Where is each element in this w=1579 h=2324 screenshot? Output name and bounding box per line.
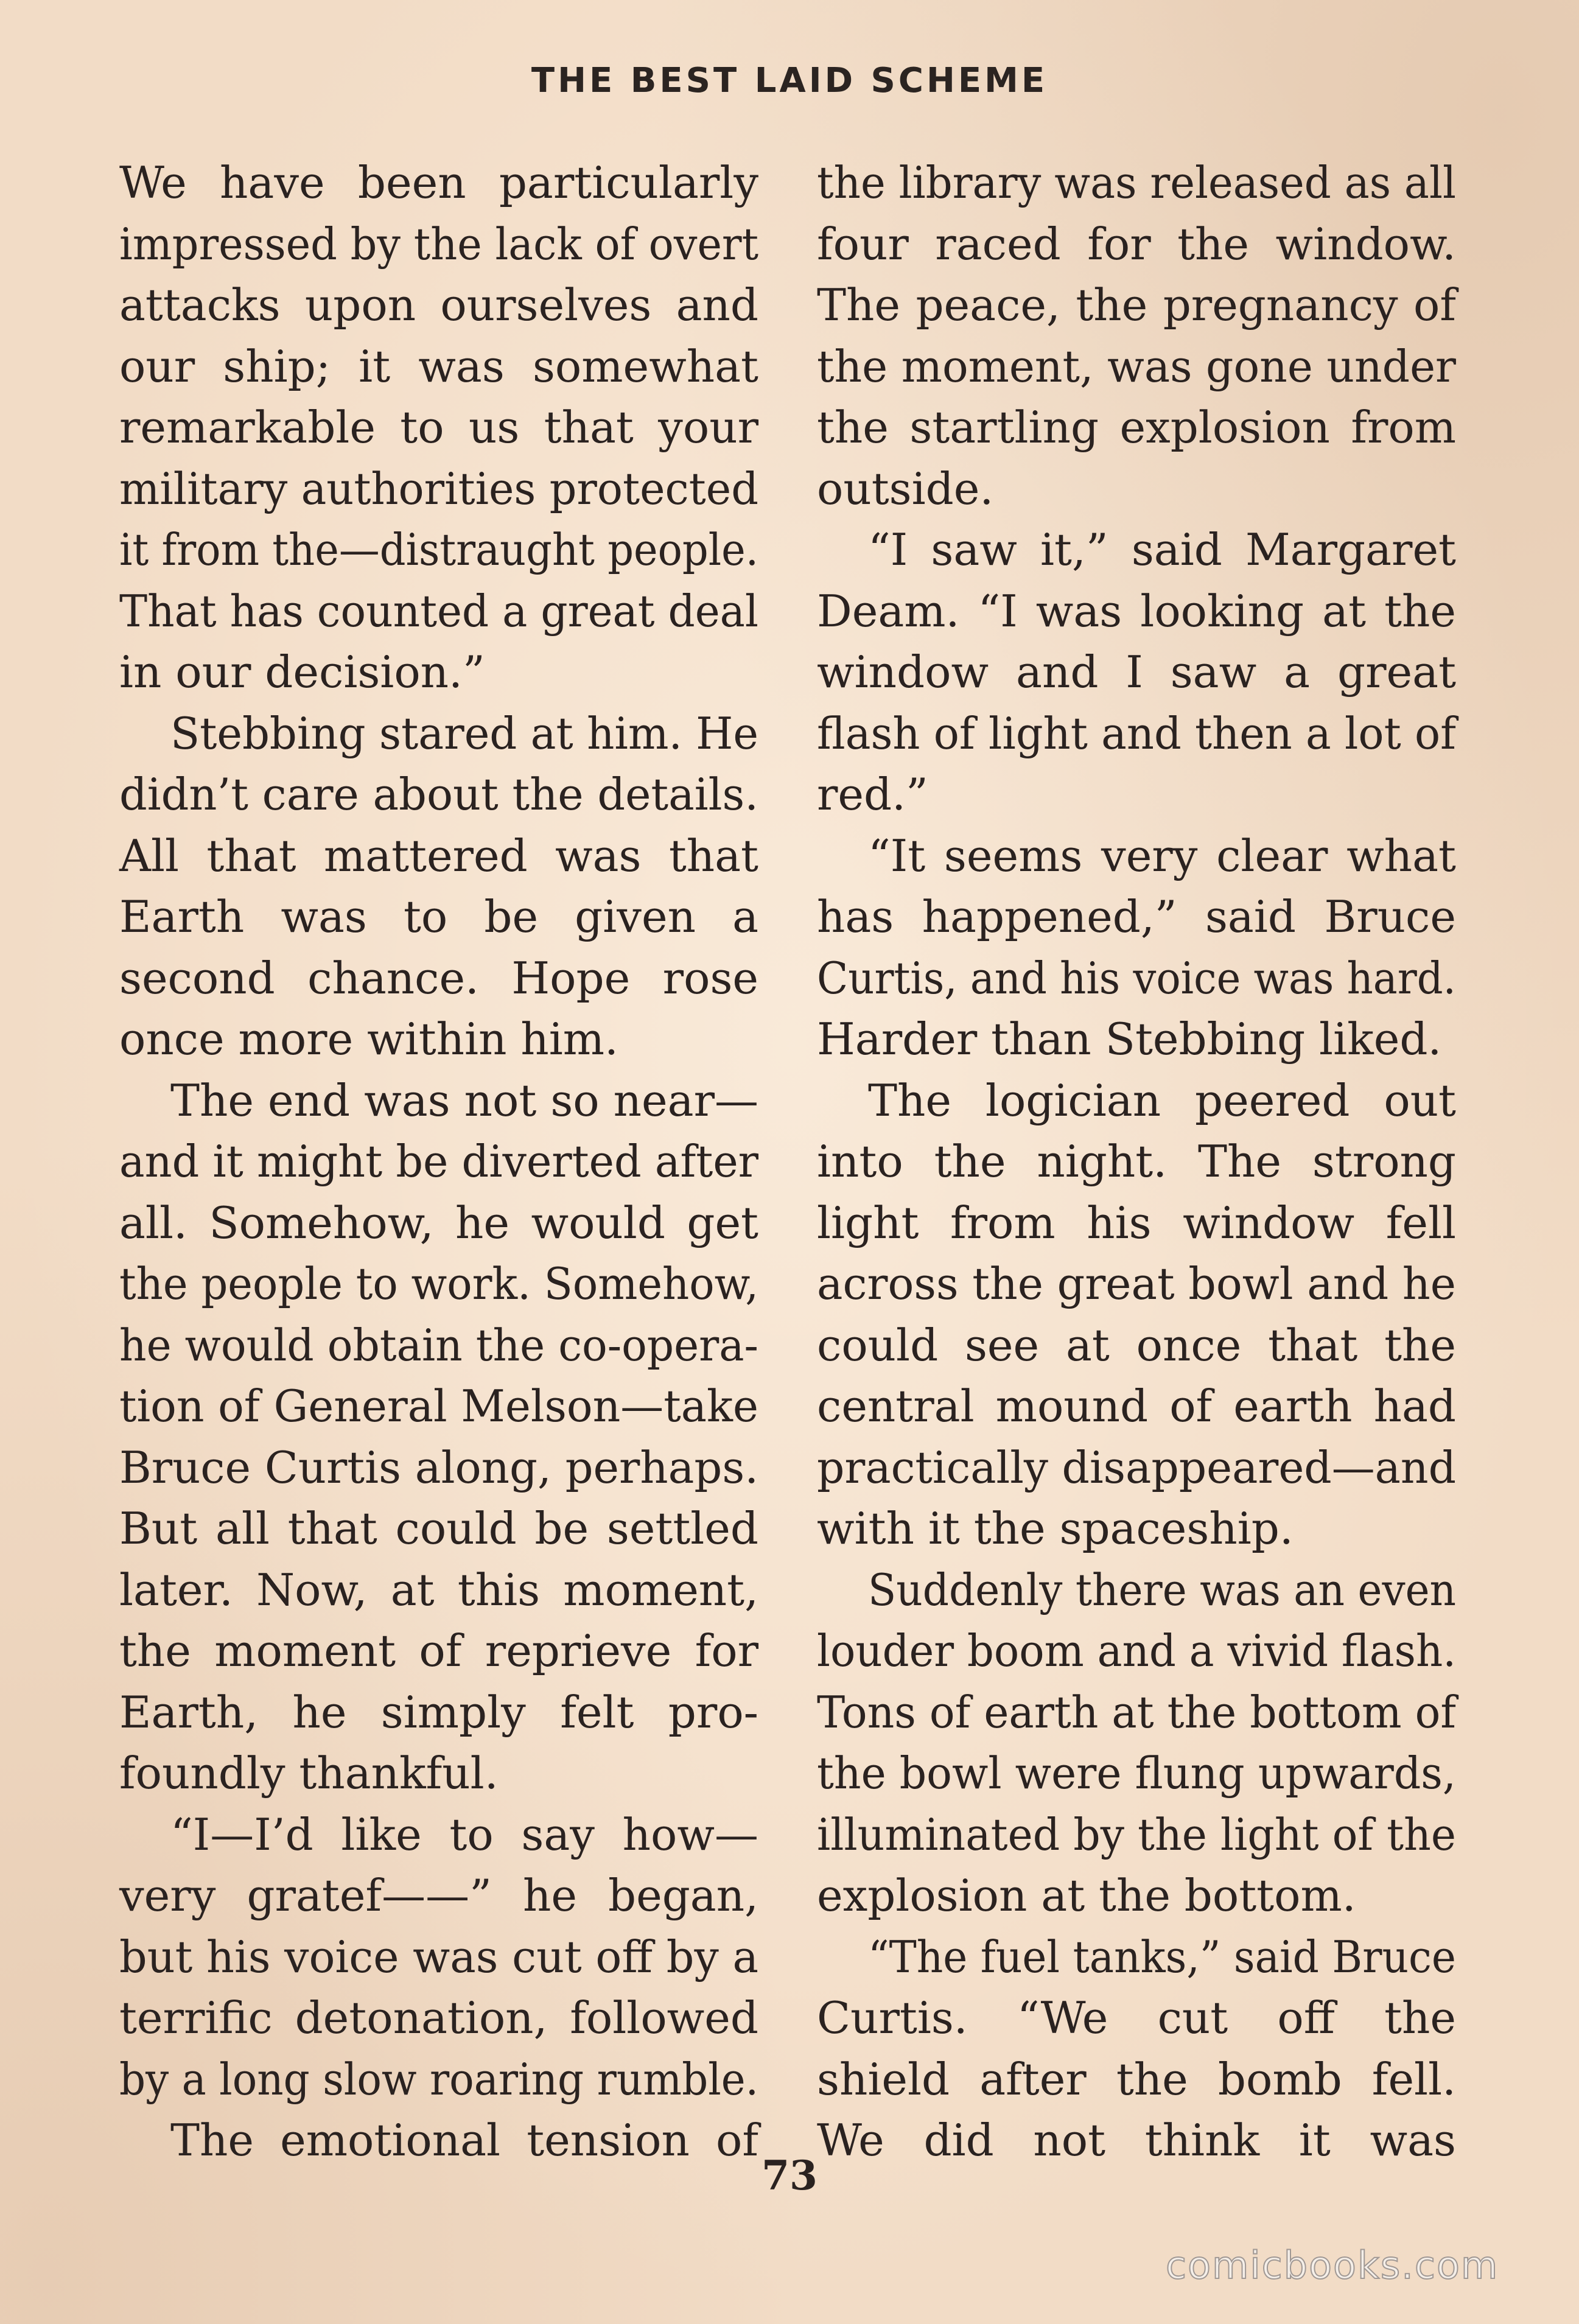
text-line: louder boom and a vivid flash. bbox=[817, 1625, 1457, 1676]
text-line: didn’t care about the details. bbox=[119, 769, 758, 820]
text-line: The logician peered out bbox=[868, 1074, 1456, 1126]
text-line: once more within him. bbox=[119, 1013, 618, 1065]
text-line: he would obtain the co-opera- bbox=[119, 1319, 758, 1371]
text-line: The end was not so near— bbox=[170, 1074, 758, 1126]
text-line: attacks upon ourselves and bbox=[119, 279, 758, 331]
text-line: window and I saw a great bbox=[817, 646, 1456, 698]
text-line: We did not think it was bbox=[817, 2115, 1456, 2166]
text-line: four raced for the window. bbox=[817, 218, 1456, 270]
text-column-left bbox=[119, 152, 758, 2171]
text-line: has happened,” said Bruce bbox=[817, 891, 1456, 942]
text-line: Earth, he simply felt pro- bbox=[119, 1686, 758, 1738]
text-line: Deam. “I was looking at the bbox=[817, 585, 1456, 637]
text-line: explosion at the bottom. bbox=[817, 1870, 1356, 1921]
text-line: shield after the bomb fell. bbox=[817, 2053, 1456, 2105]
text-line: Curtis, and his voice was hard. bbox=[817, 952, 1456, 1004]
text-line: and it might be diverted after bbox=[119, 1136, 759, 1187]
text-line: very gratef——” he began, bbox=[119, 1870, 758, 1921]
text-line: could see at once that the bbox=[817, 1319, 1456, 1371]
text-line: into the night. The strong bbox=[817, 1136, 1456, 1187]
text-line: our ship; it was somewhat bbox=[119, 340, 758, 392]
text-line: Curtis. “We cut off the bbox=[817, 1992, 1456, 2043]
text-line: all. Somehow, he would get bbox=[119, 1197, 758, 1248]
text-line: “I saw it,” said Margaret bbox=[868, 524, 1456, 575]
page-number: 73 bbox=[761, 2152, 818, 2199]
text-line: That has counted a great deal bbox=[119, 585, 759, 637]
text-line: illuminated by the light of the bbox=[817, 1808, 1456, 1860]
text-line: it from the—distraught people. bbox=[119, 524, 758, 575]
text-line: military authorities protected bbox=[119, 463, 759, 514]
text-line: outside. bbox=[817, 463, 994, 514]
text-line: the library was released as all bbox=[817, 157, 1456, 208]
text-line: the people to work. Somehow, bbox=[119, 1258, 759, 1309]
text-line: Harder than Stebbing liked. bbox=[817, 1013, 1442, 1065]
text-line: by a long slow roaring rumble. bbox=[119, 2053, 759, 2105]
watermark: comicbooks.com bbox=[1166, 2243, 1499, 2287]
text-line: later. Now, at this moment, bbox=[119, 1564, 758, 1615]
text-line: across the great bowl and he bbox=[817, 1258, 1456, 1309]
text-line: But all that could be settled bbox=[119, 1503, 758, 1554]
text-line: “The fuel tanks,” said Bruce bbox=[868, 1931, 1456, 1983]
text-line: The peace, the pregnancy of bbox=[817, 279, 1456, 331]
text-line: “I—I’d like to say how— bbox=[170, 1808, 758, 1860]
text-line: The emotional tension of bbox=[170, 2115, 758, 2166]
text-line: Suddenly there was an even bbox=[868, 1564, 1457, 1615]
text-line: light from his window fell bbox=[817, 1197, 1456, 1248]
text-line: with it the spaceship. bbox=[817, 1503, 1294, 1554]
text-line: Stebbing stared at him. He bbox=[170, 707, 758, 759]
running-title: THE BEST LAID SCHEME bbox=[531, 61, 1048, 100]
text-line: central mound of earth had bbox=[817, 1381, 1456, 1432]
text-line: terrific detonation, followed bbox=[119, 1992, 758, 2043]
text-line: Earth was to be given a bbox=[119, 891, 758, 942]
text-line: We have been particularly bbox=[119, 157, 758, 208]
text-line: remarkable to us that your bbox=[119, 402, 758, 453]
text-line: All that mattered was that bbox=[119, 830, 758, 881]
text-line: the moment, was gone under bbox=[817, 340, 1456, 392]
text-line: the moment of reprieve for bbox=[119, 1625, 758, 1676]
text-line: Tons of earth at the bottom of bbox=[817, 1686, 1457, 1738]
text-line: Bruce Curtis along, perhaps. bbox=[119, 1441, 759, 1493]
text-line: practically disappeared—and bbox=[817, 1441, 1457, 1493]
text-line: impressed by the lack of overt bbox=[119, 218, 759, 270]
text-line: but his voice was cut off by a bbox=[119, 1931, 759, 1983]
text-line: foundly thankful. bbox=[119, 1748, 499, 1799]
text-line: tion of General Melson—take bbox=[119, 1381, 758, 1432]
text-line: the startling explosion from bbox=[817, 402, 1456, 453]
text-line: flash of light and then a lot of bbox=[817, 707, 1457, 759]
text-line: “It seems very clear what bbox=[868, 830, 1456, 881]
text-line: second chance. Hope rose bbox=[119, 952, 758, 1004]
text-line: red.” bbox=[817, 769, 928, 820]
text-line: the bowl were flung upwards, bbox=[817, 1748, 1456, 1799]
text-column-right bbox=[817, 152, 1456, 2171]
text-line: in our decision.” bbox=[119, 646, 485, 698]
